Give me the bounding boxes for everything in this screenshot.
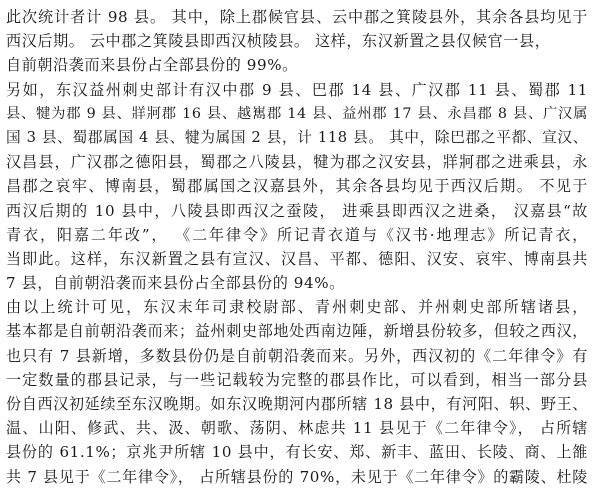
- text-line-3: 自前朝沿袭而来县份占全部县份的 99%。: [6, 56, 298, 75]
- text-line-6: 国 3 县、蜀郡属国 4 县、犍为属国 2 县，计 118 县。 其中，除巴郡之平都、宣汉、: [6, 128, 588, 146]
- text-line-8: 昌郡之哀牢、博南县，蜀郡属国之汉嘉县外，其余各县均见于西汉后期。 不见于: [6, 177, 588, 196]
- text-line-13: 由以上统计可见，东汉末年司隶校尉部、青州刺史部、并州刺史部所辖诸县，: [6, 298, 588, 317]
- text-line-15: 也只有 7 县新增，多数县份仍是自前朝沿袭而来。另外，西汉初的《二年律令》有: [6, 346, 588, 365]
- text-line-4: 另如，东汉益州刺史部计有汉中郡 9 县、巴郡 14 县、广汉郡 11 县、蜀郡 11: [6, 80, 588, 99]
- text-line-5: 县、犍为郡 9 县、牂牁郡 16 县、越嶲郡 14 县、益州郡 17 县、永昌郡 8 县、广汉属: [6, 105, 588, 122]
- text-line-14: 基本都是自前朝沿袭而来；益州刺史部地处西南边陲，新增县份较多，但较之西汉，: [6, 322, 588, 341]
- text-line-10: 青衣，阳嘉二年改”， 《二年律令》所记青衣道与《汉书·地理志》所记青衣，: [6, 225, 588, 244]
- text-line-1: 此次统计者计 98 县。 其中，除上郡候官县、云中郡之箕陵县外，其余各县均见于: [6, 8, 588, 26]
- text-line-12: 7 县，自前朝沿袭而来县份占全部县份的 94%。: [6, 274, 345, 293]
- text-line-17: 份自西汉初延续至东汉晚期。如东汉晚期河内郡所辖 18 县中，有河阳、轵、野王、: [6, 395, 588, 413]
- text-line-11: 当即此。这样，东汉新置之县有宣汉、汉昌、平都、德阳、汉安、哀牢、博南县共: [6, 249, 588, 268]
- text-line-19: 县份的 61.1%；京兆尹所辖 10 县中，有长安、郑、新丰、蓝田、长陵、商、上雒: [6, 443, 588, 462]
- text-line-16: 一定数量的郡县记录，与一些记载较为完整的郡县作比，可以看到，相当一部分县: [6, 370, 588, 389]
- text-line-20: 共 7 县见于《二年律令》， 占所辖县份的 70%，未见于《二年律令》的霸陵、杜陵: [6, 467, 588, 486]
- text-line-2: 西汉后期。 云中郡之箕陵县即西汉桢陵县。 这样，东汉新置之县仅候官一县，: [6, 32, 551, 51]
- text-line-18: 温、山阳、修武、共、汲、朝歌、荡阴、林虑共 11 县见于《二年律令》， 占所辖: [6, 419, 588, 438]
- text-line-9: 西汉后期的 10 县中，八陵县即西汉之蚕陵， 进乘县即西汉之进桑， 汉嘉县“故: [6, 201, 588, 220]
- text-line-7: 汉昌县，广汉郡之德阳县，蜀郡之八陵县，犍为郡之汉安县，牂牁郡之进乘县，永: [6, 153, 588, 172]
